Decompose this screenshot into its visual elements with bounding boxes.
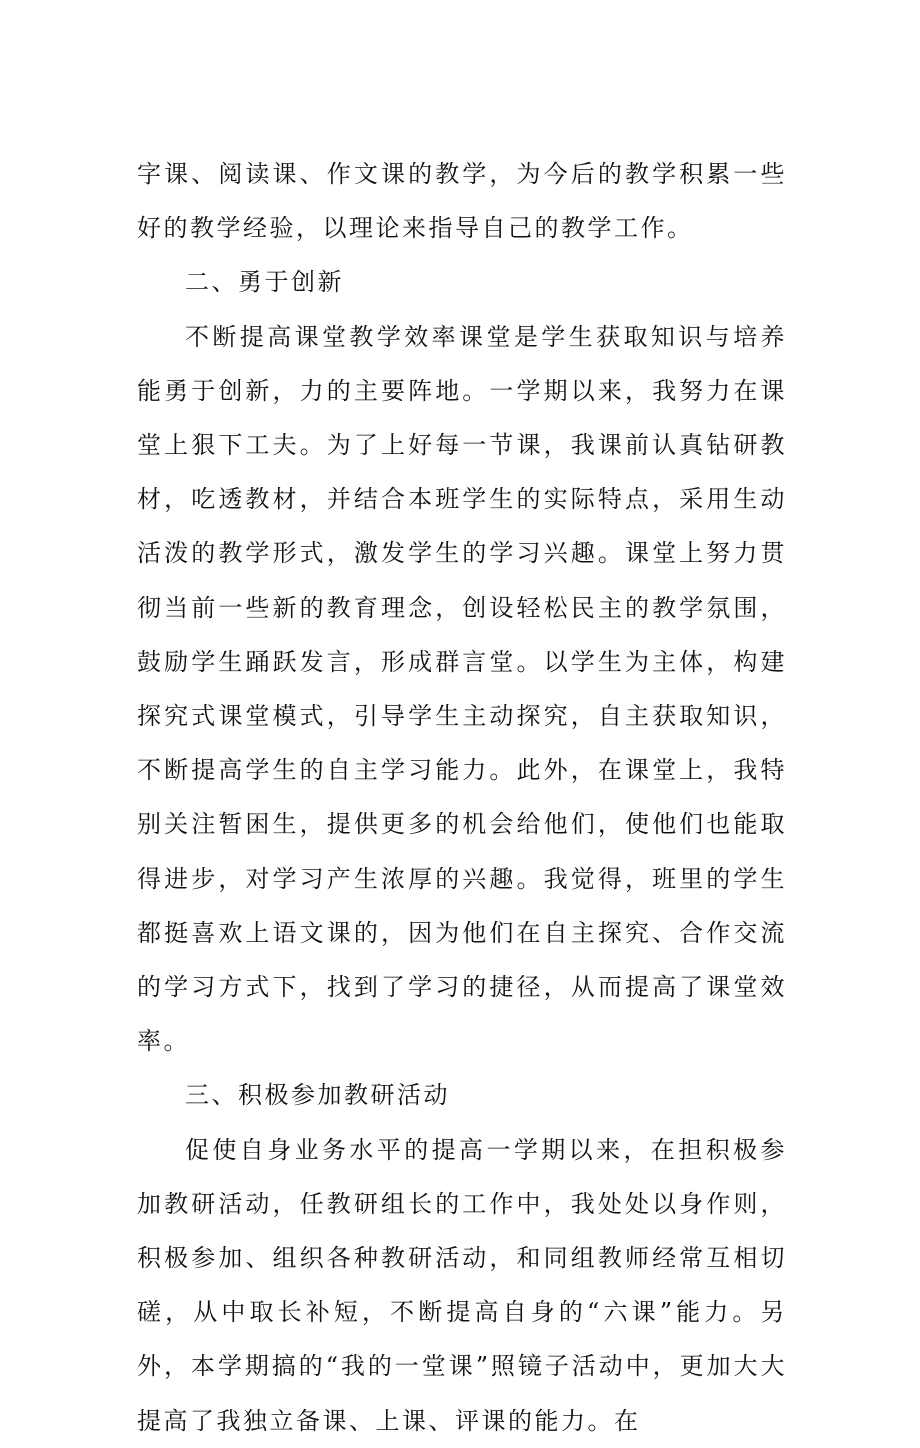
section-heading-innovation: 二、勇于创新: [185, 268, 344, 297]
document-body: [137, 147, 787, 1448]
paragraph-innovation: 不断提高课堂教学效率课堂是学生获取知识与培养能勇于创新，力的主要阵地。一学期以来，我努力在课堂上狠下工夫。为了上好每一节课，我课前认真钻研教材，吃透教材，并结合本班学生的实际特点，采用生动活泼的教学形式，激发学生的学习兴趣。课堂上努力贯彻当前一些新的教育理念，创设轻松民主的教学氛围，鼓励学生踊跃发言，形成群言堂。以学生为主体，构建探究式课堂模式，引导学生主动探究，自主获取知识，不断提高学生的自主学习能力。此外，在课堂上，我特别关注暂困生，提供更多的机会给他们，使他们也能取得进步，对学习产生浓厚的兴趣。我觉得，班里的学生都挺喜欢上语文课的，因为他们在自主探究、合作交流的学习方式下，找到了学习的捷径，从而提高了课堂效率。: [137, 322, 787, 1056]
paragraph-research: 促使自身业务水平的提高一学期以来，在担积极参加教研活动，任教研组长的工作中，我处处以身作则，积极参加、组织各种教研活动，和同组教师经常互相切磋，从中取长补短，不断提高自身的“六课”能力。另外，本学期搞的“我的一堂课”照镜子活动中，更加大大提高了我独立备课、上课、评课的能力。在: [137, 1135, 787, 1435]
paragraph-continued: 字课、阅读课、作文课的教学，为今后的教学积累一些好的教学经验，以理论来指导自己的教学工作。: [137, 160, 787, 243]
section-heading-research: 三、积极参加教研活动: [185, 1081, 450, 1110]
